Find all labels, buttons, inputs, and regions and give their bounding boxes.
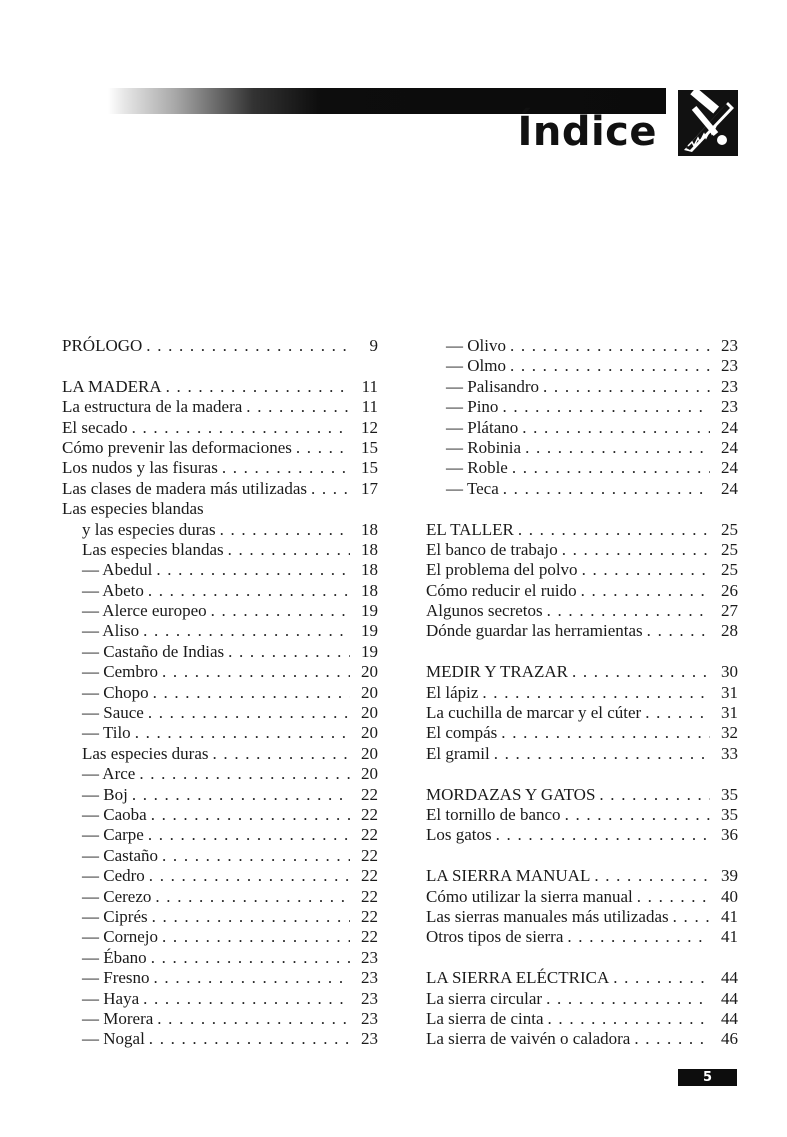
toc-leader-dots bbox=[634, 1029, 710, 1049]
toc-entry bbox=[62, 927, 378, 947]
toc-entry-page: 22 bbox=[361, 886, 378, 906]
toc-entry bbox=[426, 336, 738, 356]
toc-leader-dots bbox=[494, 744, 710, 764]
toc-entry-label: — Castaño bbox=[82, 845, 159, 865]
toc-entry-label: — Carpe bbox=[82, 825, 144, 845]
toc-entry-page: 33 bbox=[721, 743, 738, 763]
saw-hammer-icon bbox=[676, 88, 740, 158]
toc-entry-label: — Aliso bbox=[82, 621, 140, 641]
toc-entry-label: Los nudos y las fisuras bbox=[62, 458, 218, 478]
toc-leader-dots bbox=[562, 540, 710, 560]
toc-entry-page: 23 bbox=[361, 968, 378, 988]
toc-entry-label: — Morera bbox=[82, 1008, 154, 1028]
toc-leader-dots bbox=[296, 438, 350, 458]
toc-entry bbox=[426, 805, 738, 825]
toc-spacer bbox=[426, 846, 738, 866]
toc-leader-dots bbox=[525, 438, 710, 458]
toc-entry-label: — Nogal bbox=[82, 1029, 145, 1049]
toc-entry-page: 23 bbox=[361, 1029, 378, 1049]
toc-entry-page: 22 bbox=[361, 906, 378, 926]
toc-entry-label: El compás bbox=[426, 723, 498, 743]
toc-entry-page: 19 bbox=[361, 601, 378, 621]
toc-leader-dots bbox=[673, 907, 710, 927]
toc-entry-label: — Pino bbox=[446, 397, 499, 417]
toc-entry-page: 22 bbox=[361, 927, 378, 947]
toc-entry-page: 18 bbox=[361, 580, 378, 600]
toc-entry-label: — Arce bbox=[82, 764, 136, 784]
toc-entry-label: — Abedul bbox=[82, 560, 153, 580]
toc-entry bbox=[62, 805, 378, 825]
toc-entry bbox=[426, 723, 738, 743]
toc-entry-page: 24 bbox=[721, 437, 738, 457]
toc-entry-page: 18 bbox=[361, 519, 378, 539]
toc-entry-label: Los gatos bbox=[426, 825, 492, 845]
toc-entry-page: 25 bbox=[721, 539, 738, 559]
toc-entry bbox=[426, 520, 738, 540]
toc-entry-label: PRÓLOGO bbox=[62, 336, 143, 355]
toc-entry bbox=[426, 601, 738, 621]
toc-entry-label: El problema del polvo bbox=[426, 560, 578, 580]
toc-right-column bbox=[426, 336, 738, 1050]
toc-entry-page: 31 bbox=[721, 682, 738, 702]
toc-entry-page: 23 bbox=[721, 376, 738, 396]
toc-entry bbox=[62, 520, 378, 540]
toc-entry-page: 12 bbox=[361, 417, 378, 437]
toc-entry-label: — Ciprés bbox=[82, 906, 148, 926]
toc-entry bbox=[426, 479, 738, 499]
toc-entry-label: La cuchilla de marcar y el cúter bbox=[426, 703, 642, 723]
toc-entry-label: — Chopo bbox=[82, 682, 149, 702]
toc-entry-label: — Robinia bbox=[446, 437, 522, 457]
toc-entry-page: 24 bbox=[721, 417, 738, 437]
toc-entry bbox=[426, 560, 738, 580]
toc-leader-dots bbox=[162, 846, 350, 866]
toc-spacer bbox=[426, 499, 738, 519]
toc-entry-label: — Castaño de Indias bbox=[82, 641, 225, 661]
toc-entry-label: — Plátano bbox=[446, 417, 519, 437]
toc-entry bbox=[62, 703, 378, 723]
toc-entry-label: Dónde guardar las herramientas bbox=[426, 621, 643, 641]
toc-entry-label: — Alerce europeo bbox=[82, 601, 207, 621]
toc-entry-label: — Ébano bbox=[82, 947, 147, 967]
toc-entry-label: La sierra de cinta bbox=[426, 1008, 544, 1028]
toc-entry-label: Las especies blandas bbox=[62, 499, 204, 519]
toc-leader-dots bbox=[143, 621, 350, 641]
toc-entry bbox=[62, 744, 378, 764]
toc-entry bbox=[426, 581, 738, 601]
toc-leader-dots bbox=[599, 785, 710, 805]
toc-entry-label: LA SIERRA ELÉCTRICA bbox=[426, 968, 610, 988]
toc-entry bbox=[426, 989, 738, 1009]
toc-entry-label: Cómo reducir el ruido bbox=[426, 580, 577, 600]
toc-entry-label: El secado bbox=[62, 417, 128, 437]
toc-left-column bbox=[62, 336, 378, 1050]
toc-leader-dots bbox=[522, 418, 710, 438]
toc-leader-dots bbox=[152, 907, 350, 927]
toc-entry-page: 44 bbox=[721, 988, 738, 1008]
toc-entry-label: Algunos secretos bbox=[426, 601, 543, 621]
toc-entry bbox=[426, 887, 738, 907]
toc-leader-dots bbox=[151, 805, 350, 825]
toc-leader-dots bbox=[211, 601, 350, 621]
toc-entry-page: 23 bbox=[721, 336, 738, 355]
toc-entry bbox=[62, 825, 378, 845]
toc-entry-page: 20 bbox=[361, 723, 378, 743]
toc-entry bbox=[426, 540, 738, 560]
toc-entry-page: 40 bbox=[721, 886, 738, 906]
toc-entry-page: 31 bbox=[721, 703, 738, 723]
toc-leader-dots bbox=[548, 1009, 710, 1029]
toc-entry-page: 22 bbox=[361, 845, 378, 865]
toc-entry bbox=[426, 907, 738, 927]
toc-leader-dots bbox=[162, 662, 350, 682]
toc-entry-page: 25 bbox=[721, 519, 738, 539]
toc-leader-dots bbox=[645, 703, 710, 723]
toc-leader-dots bbox=[518, 520, 710, 540]
toc-entry-label: — Olivo bbox=[446, 336, 506, 355]
toc-entry bbox=[426, 785, 738, 805]
toc-spacer bbox=[426, 948, 738, 968]
toc-entry-page: 20 bbox=[361, 662, 378, 682]
toc-leader-dots bbox=[613, 968, 710, 988]
toc-entry bbox=[62, 581, 378, 601]
toc-entry-label: — Boj bbox=[82, 784, 128, 804]
toc-entry-label: LA SIERRA MANUAL bbox=[426, 866, 591, 886]
toc-entry-page: 11 bbox=[361, 376, 378, 396]
toc-entry-label: — Tilo bbox=[82, 723, 131, 743]
toc-entry-page: 41 bbox=[721, 927, 738, 947]
toc-entry-page: 28 bbox=[721, 621, 738, 641]
toc-entry bbox=[62, 397, 378, 417]
toc-leader-dots bbox=[581, 581, 710, 601]
toc-entry bbox=[62, 683, 378, 703]
toc-leader-dots bbox=[501, 723, 710, 743]
toc-entry-label: El gramil bbox=[426, 743, 490, 763]
toc-entry-label: — Cembro bbox=[82, 662, 159, 682]
toc-entry-page: 39 bbox=[721, 866, 738, 886]
toc-entry-page: 23 bbox=[721, 397, 738, 417]
toc-entry-page: 17 bbox=[361, 478, 378, 498]
toc-entry bbox=[62, 560, 378, 580]
toc-entry bbox=[426, 397, 738, 417]
toc-entry-page: 24 bbox=[721, 458, 738, 478]
toc-entry-label: El tornillo de banco bbox=[426, 804, 561, 824]
toc-leader-dots bbox=[162, 927, 350, 947]
toc-entry-page: 35 bbox=[721, 804, 738, 824]
toc-entry bbox=[426, 356, 738, 376]
toc-entry-page: 20 bbox=[361, 682, 378, 702]
toc-entry-page: 25 bbox=[721, 560, 738, 580]
toc-entry bbox=[62, 1029, 378, 1049]
toc-entry bbox=[62, 621, 378, 641]
toc-entry-page: 44 bbox=[721, 968, 738, 988]
toc-entry-page: 23 bbox=[361, 988, 378, 1008]
toc-leader-dots bbox=[647, 621, 710, 641]
page-number: 5 bbox=[678, 1069, 737, 1086]
toc-leader-dots bbox=[153, 683, 350, 703]
toc-entry-page: 26 bbox=[721, 580, 738, 600]
toc-entry-page: 23 bbox=[361, 947, 378, 967]
toc-entry-label: La sierra circular bbox=[426, 988, 543, 1008]
toc-entry-page: 22 bbox=[361, 825, 378, 845]
toc-entry bbox=[426, 683, 738, 703]
toc-leader-dots bbox=[154, 968, 350, 988]
toc-entry-page: 20 bbox=[361, 764, 378, 784]
toc-spacer bbox=[426, 642, 738, 662]
toc-entry bbox=[426, 927, 738, 947]
toc-leader-dots bbox=[148, 825, 350, 845]
toc-entry bbox=[62, 458, 378, 478]
toc-entry-label: Las especies blandas bbox=[82, 539, 224, 559]
toc-entry-label: — Caoba bbox=[82, 804, 147, 824]
toc-entry-page: 20 bbox=[361, 703, 378, 723]
toc-leader-dots bbox=[166, 377, 350, 397]
toc-entry-page: 32 bbox=[721, 723, 738, 743]
toc-entry bbox=[62, 336, 378, 356]
toc-entry-page: 19 bbox=[361, 641, 378, 661]
toc-entry-page: 18 bbox=[361, 560, 378, 580]
toc-entry-label: El lápiz bbox=[426, 682, 479, 702]
page-title: Índice bbox=[517, 109, 657, 155]
toc-entry-label: — Teca bbox=[446, 478, 499, 498]
toc-entry bbox=[426, 825, 738, 845]
toc-entry-page: 41 bbox=[721, 906, 738, 926]
toc-leader-dots bbox=[543, 377, 710, 397]
toc-entry-label: Cómo utilizar la sierra manual bbox=[426, 886, 633, 906]
toc-entry-label: Otros tipos de sierra bbox=[426, 927, 564, 947]
toc-entry-page: 35 bbox=[721, 784, 738, 804]
toc-entry bbox=[62, 723, 378, 743]
toc-leader-dots bbox=[151, 948, 350, 968]
toc-leader-dots bbox=[565, 805, 710, 825]
toc-entry bbox=[426, 458, 738, 478]
toc-entry bbox=[426, 438, 738, 458]
toc-entry-label: La estructura de la madera bbox=[62, 397, 243, 417]
toc-entry-page: 22 bbox=[361, 784, 378, 804]
toc-entry-label: — Olmo bbox=[446, 356, 506, 376]
toc-entry-label: — Palisandro bbox=[446, 376, 540, 396]
toc-entry bbox=[62, 989, 378, 1009]
toc-entry-label: — Sauce bbox=[82, 703, 144, 723]
toc-entry-page: 15 bbox=[361, 437, 378, 457]
toc-entry-label: — Abeto bbox=[82, 580, 144, 600]
toc-entry-page: 15 bbox=[361, 458, 378, 478]
toc-leader-dots bbox=[222, 458, 350, 478]
toc-entry-label: El banco de trabajo bbox=[426, 539, 558, 559]
toc-leader-dots bbox=[637, 887, 710, 907]
toc-entry bbox=[62, 1009, 378, 1029]
toc-entry-page: 24 bbox=[721, 478, 738, 498]
toc-entry-label: y las especies duras bbox=[82, 519, 216, 539]
toc-leader-dots bbox=[146, 336, 350, 356]
toc-entry bbox=[62, 948, 378, 968]
toc-leader-dots bbox=[582, 560, 710, 580]
toc-entry bbox=[426, 703, 738, 723]
toc-entry bbox=[62, 907, 378, 927]
toc-leader-dots bbox=[149, 1029, 350, 1049]
toc-entry-page: 23 bbox=[361, 1008, 378, 1028]
toc-entry bbox=[62, 418, 378, 438]
toc-entry bbox=[426, 418, 738, 438]
toc-entry-label: Cómo prevenir las deformaciones bbox=[62, 437, 292, 457]
toc-entry-label: — Roble bbox=[446, 458, 508, 478]
toc-leader-dots bbox=[510, 336, 710, 356]
toc-leader-dots bbox=[503, 479, 710, 499]
toc-leader-dots bbox=[594, 866, 710, 886]
toc-entry bbox=[62, 438, 378, 458]
toc-leader-dots bbox=[220, 520, 350, 540]
toc-leader-dots bbox=[482, 683, 710, 703]
toc-leader-dots bbox=[567, 927, 710, 947]
toc-entry-label: — Cedro bbox=[82, 866, 145, 886]
toc-leader-dots bbox=[132, 418, 350, 438]
toc-entry-page: 36 bbox=[721, 825, 738, 845]
toc-leader-dots bbox=[139, 764, 350, 784]
toc-entry bbox=[426, 1009, 738, 1029]
toc-entry bbox=[62, 479, 378, 499]
toc-entry bbox=[426, 621, 738, 641]
toc-entry-page: 19 bbox=[361, 621, 378, 641]
toc-entry-page: 22 bbox=[361, 804, 378, 824]
toc-entry-label: La sierra de vaivén o caladora bbox=[426, 1029, 631, 1049]
toc-entry bbox=[62, 662, 378, 682]
toc-entry bbox=[426, 377, 738, 397]
toc-entry bbox=[62, 968, 378, 988]
toc-entry-label: MORDAZAS Y GATOS bbox=[426, 784, 596, 804]
toc-entry-label: — Fresno bbox=[82, 968, 150, 988]
toc-entry-label: — Cornejo bbox=[82, 927, 159, 947]
toc-leader-dots bbox=[546, 989, 710, 1009]
toc-leader-dots bbox=[246, 397, 350, 417]
toc-leader-dots bbox=[143, 989, 350, 1009]
toc-spacer bbox=[62, 356, 378, 376]
toc-leader-dots bbox=[148, 581, 350, 601]
toc-entry bbox=[62, 601, 378, 621]
toc-entry bbox=[426, 866, 738, 886]
toc-leader-dots bbox=[547, 601, 710, 621]
toc-leader-dots bbox=[157, 1009, 350, 1029]
toc-entry-page: 11 bbox=[361, 397, 378, 417]
toc-entry-page: 9 bbox=[369, 336, 378, 355]
toc-entry bbox=[62, 540, 378, 560]
toc-leader-dots bbox=[148, 703, 350, 723]
toc-entry-label: Las especies duras bbox=[82, 743, 209, 763]
toc-leader-dots bbox=[512, 458, 710, 478]
toc-entry-label: Las sierras manuales más utilizadas bbox=[426, 906, 669, 926]
toc-leader-dots bbox=[502, 397, 710, 417]
toc-entry-page: 18 bbox=[361, 539, 378, 559]
toc-leader-dots bbox=[213, 744, 350, 764]
toc-entry-page: 23 bbox=[721, 356, 738, 376]
toc-leader-dots bbox=[156, 560, 350, 580]
toc-entry-label: EL TALLER bbox=[426, 519, 514, 539]
toc-entry bbox=[426, 968, 738, 988]
toc-entry bbox=[62, 785, 378, 805]
toc-entry bbox=[426, 1029, 738, 1049]
toc-spacer bbox=[426, 764, 738, 784]
toc-leader-dots bbox=[311, 479, 350, 499]
toc-entry-page: 44 bbox=[721, 1008, 738, 1028]
toc-leader-dots bbox=[510, 356, 710, 376]
toc-entry bbox=[62, 846, 378, 866]
toc-entry-label: LA MADERA bbox=[62, 376, 162, 396]
toc-entry bbox=[426, 662, 738, 682]
toc-entry-label: — Haya bbox=[82, 988, 140, 1008]
toc-leader-dots bbox=[132, 785, 350, 805]
toc-entry-page: 27 bbox=[721, 601, 738, 621]
toc-leader-dots bbox=[572, 662, 710, 682]
toc-entry bbox=[62, 499, 378, 519]
toc-leader-dots bbox=[228, 540, 350, 560]
toc-entry-page: 30 bbox=[721, 662, 738, 682]
toc-leader-dots bbox=[228, 642, 350, 662]
toc-entry bbox=[62, 764, 378, 784]
toc-leader-dots bbox=[496, 825, 710, 845]
toc-entry-page: 22 bbox=[361, 866, 378, 886]
toc-entry-page: 20 bbox=[361, 743, 378, 763]
toc-entry-label: Las clases de madera más utilizadas bbox=[62, 478, 307, 498]
toc-entry bbox=[62, 642, 378, 662]
toc-entry bbox=[62, 866, 378, 886]
toc-entry bbox=[62, 887, 378, 907]
toc-leader-dots bbox=[149, 866, 350, 886]
toc-leader-dots bbox=[155, 887, 350, 907]
toc-entry-label: MEDIR Y TRAZAR bbox=[426, 662, 568, 682]
toc-leader-dots bbox=[135, 723, 350, 743]
toc-entry bbox=[426, 744, 738, 764]
toc-entry-label: — Cerezo bbox=[82, 886, 152, 906]
toc-entry-page: 46 bbox=[721, 1029, 738, 1049]
toc-entry bbox=[62, 377, 378, 397]
